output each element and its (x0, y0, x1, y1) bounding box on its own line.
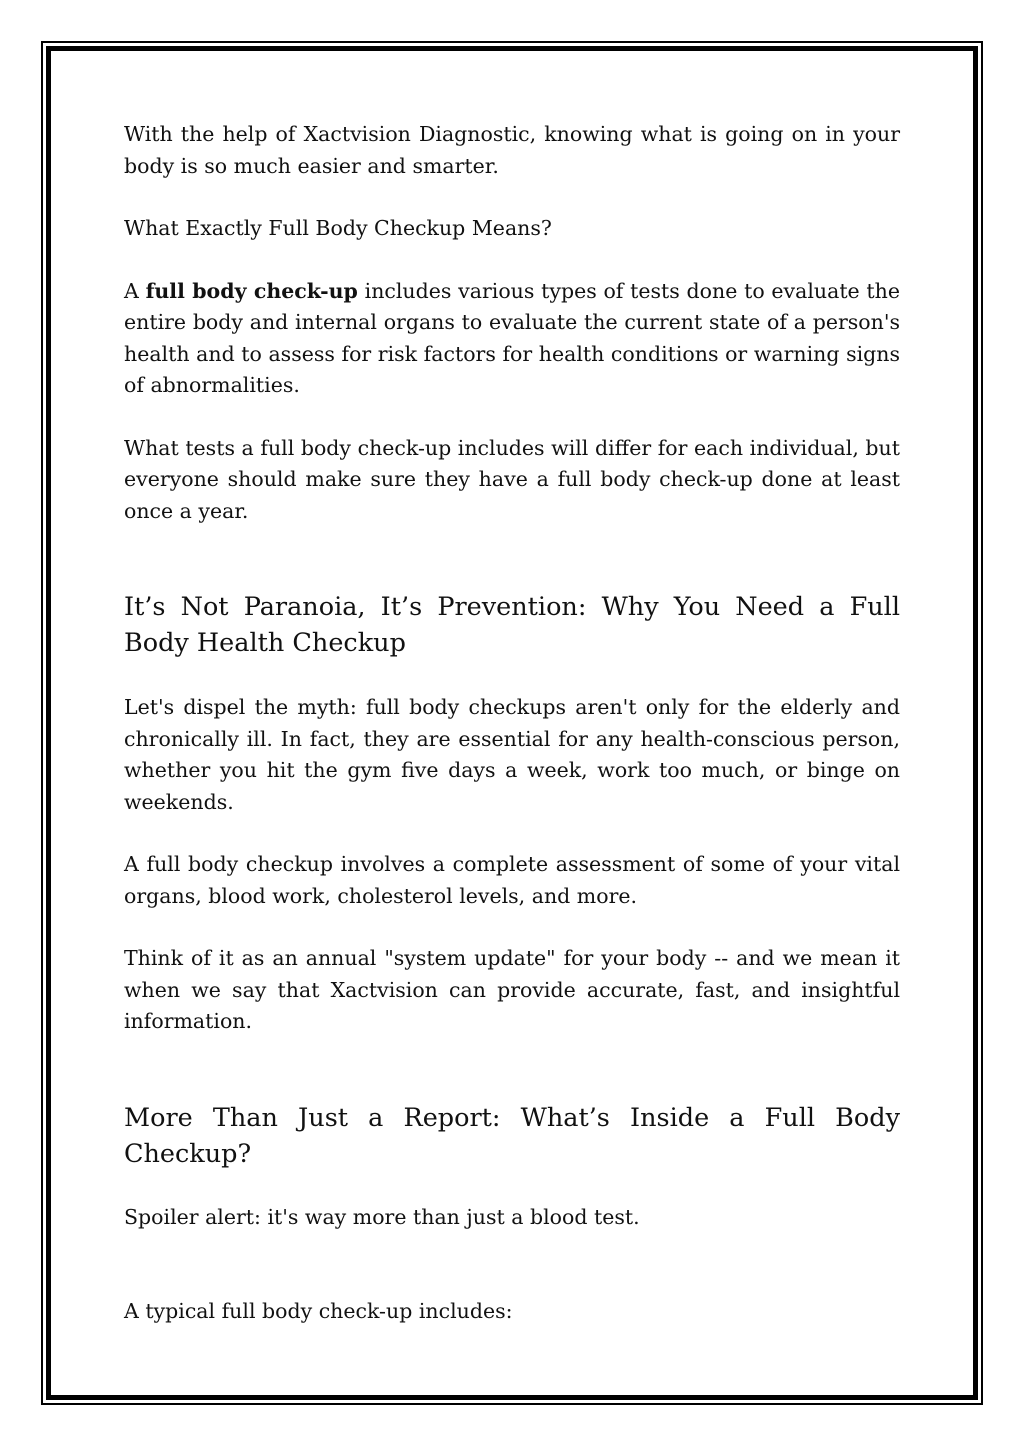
myth-paragraph: Let's dispel the myth: full body checkups aren't only for the elderly and chronically ill. In fact, they are essential for any health-conscious person, whether you hit the gym five days a week, work too much, or binge on weekends. (124, 695, 900, 814)
assessment-paragraph: A full body checkup involves a complete assessment of some of your vital organs, blood work, cholesterol levels, and more. (124, 852, 900, 908)
definition-prefix: A (124, 278, 146, 303)
tests-note-paragraph: What tests a full body check-up includes will differ for each individual, but everyone should make sure they have a full body check-up done at least once a year. (124, 435, 900, 523)
typical-paragraph: A typical full body check-up includes: (124, 1299, 513, 1323)
system-update-paragraph: Think of it as an annual "system update" for your body -- and we mean it when we say that Xactvision can provide accurate, fast, and insightful information. (124, 946, 900, 1033)
definition-bold-term: full body check-up (145, 278, 358, 303)
section-heading-prevention: It’s Not Paranoia, It’s Prevention: Why You Need a Full Body Health Checkup (124, 592, 900, 658)
document-body (124, 119, 900, 1328)
section-heading-inside: More Than Just a Report: What’s Inside a Full Body Checkup? (124, 1102, 900, 1169)
spoiler-paragraph: Spoiler alert: it's way more than just a blood test. (124, 1204, 640, 1229)
definition-rest: includes various types of tests done to evaluate the entire body and internal organs to evaluate the current state of a person's health and to assess for risk factors for health conditions or warning signs of abnormalities. (124, 278, 901, 397)
definition-paragraph (124, 276, 900, 402)
question-paragraph: What Exactly Full Body Checkup Means? (124, 216, 552, 240)
intro-paragraph: With the help of Xactvision Diagnostic, knowing what is going on in your body is so much easier and smarter. (124, 122, 900, 178)
